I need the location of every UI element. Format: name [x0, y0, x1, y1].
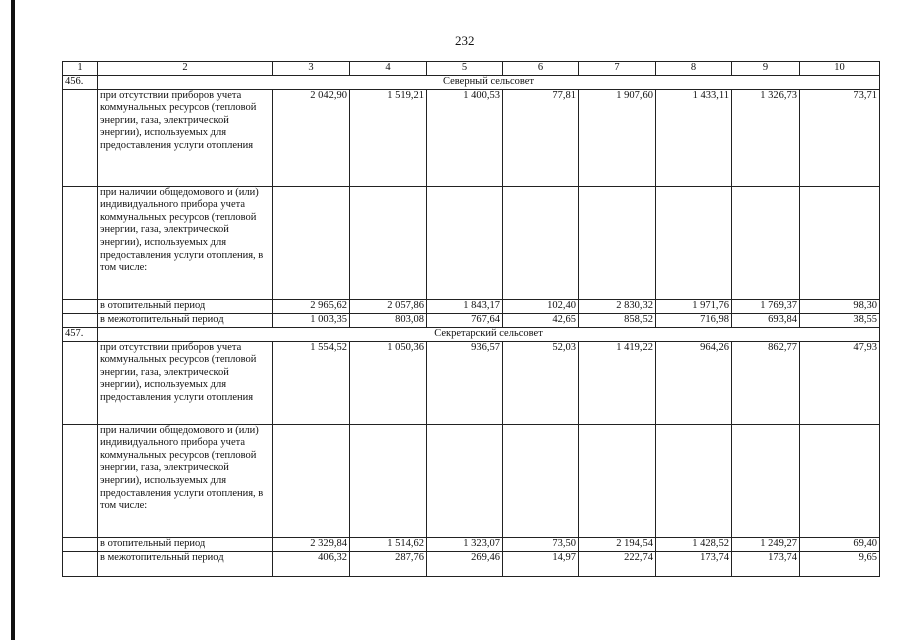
value-cell: [350, 186, 427, 299]
table-row: [63, 424, 880, 537]
value-cell: 1 400,53: [427, 89, 503, 186]
column-number: 3: [273, 62, 350, 76]
row-label: при отсутствии приборов учета коммунальных ресурсов (тепловой энергии, газа, электрической энергии), используемых для предоставления услуги отопления: [98, 89, 273, 186]
table-row: [63, 89, 880, 186]
section-title: Секретарский сельсовет: [98, 327, 880, 341]
value-cell: 73,50: [503, 537, 579, 551]
value-cell: [800, 186, 880, 299]
value-cell: [800, 424, 880, 537]
empty-index-cell: [63, 551, 98, 576]
table-row: [63, 537, 880, 551]
row-label: в межотопительный период: [98, 551, 273, 576]
page-edge-bar: [11, 0, 15, 640]
value-cell: 1 843,17: [427, 299, 503, 313]
column-number: 9: [732, 62, 800, 76]
value-cell: [350, 424, 427, 537]
value-cell: [503, 186, 579, 299]
value-cell: 2 042,90: [273, 89, 350, 186]
empty-index-cell: [63, 313, 98, 327]
value-cell: 222,74: [579, 551, 656, 576]
section-title: Северный сельсовет: [98, 75, 880, 89]
value-cell: 1 769,37: [732, 299, 800, 313]
value-cell: 1 514,62: [350, 537, 427, 551]
column-number: 4: [350, 62, 427, 76]
value-cell: 73,71: [800, 89, 880, 186]
value-cell: [273, 424, 350, 537]
value-cell: 803,08: [350, 313, 427, 327]
value-cell: 173,74: [732, 551, 800, 576]
value-cell: 1 326,73: [732, 89, 800, 186]
value-cell: [579, 186, 656, 299]
row-label: в межотопительный период: [98, 313, 273, 327]
row-label: при отсутствии приборов учета коммунальных ресурсов (тепловой энергии, газа, электрической энергии), используемых для предоставления услуги отопления: [98, 341, 273, 424]
value-cell: 47,93: [800, 341, 880, 424]
value-cell: [732, 186, 800, 299]
value-cell: [656, 424, 732, 537]
value-cell: 862,77: [732, 341, 800, 424]
value-cell: [579, 424, 656, 537]
section-header-row: [63, 75, 880, 89]
column-number: 2: [98, 62, 273, 76]
value-cell: 1 323,07: [427, 537, 503, 551]
value-cell: [427, 424, 503, 537]
value-cell: [427, 186, 503, 299]
section-index: 456.: [63, 75, 98, 89]
value-cell: 1 428,52: [656, 537, 732, 551]
value-cell: 14,97: [503, 551, 579, 576]
tariff-table: [62, 61, 880, 577]
value-cell: 1 050,36: [350, 341, 427, 424]
column-number: 8: [656, 62, 732, 76]
empty-index-cell: [63, 424, 98, 537]
column-number: 5: [427, 62, 503, 76]
value-cell: 1 554,52: [273, 341, 350, 424]
value-cell: 2 965,62: [273, 299, 350, 313]
value-cell: 2 194,54: [579, 537, 656, 551]
value-cell: 1 003,35: [273, 313, 350, 327]
value-cell: 964,26: [656, 341, 732, 424]
row-label: в отопительный период: [98, 299, 273, 313]
table-row: [63, 341, 880, 424]
value-cell: 69,40: [800, 537, 880, 551]
value-cell: 9,65: [800, 551, 880, 576]
row-label: при наличии общедомового и (или) индивидуального прибора учета коммунальных ресурсов (тепловой энергии, газа, электрической энергии), используемых для предоставления услуги отопления, в том числе:: [98, 424, 273, 537]
empty-index-cell: [63, 89, 98, 186]
section-index: 457.: [63, 327, 98, 341]
column-number: 10: [800, 62, 880, 76]
column-number: 7: [579, 62, 656, 76]
value-cell: 858,52: [579, 313, 656, 327]
value-cell: 716,98: [656, 313, 732, 327]
value-cell: 1 519,21: [350, 89, 427, 186]
value-cell: 1 433,11: [656, 89, 732, 186]
table-row: [63, 299, 880, 313]
value-cell: 2 830,32: [579, 299, 656, 313]
section-header-row: [63, 327, 880, 341]
value-cell: 1 249,27: [732, 537, 800, 551]
value-cell: 693,84: [732, 313, 800, 327]
value-cell: 42,65: [503, 313, 579, 327]
value-cell: 1 971,76: [656, 299, 732, 313]
value-cell: 2 057,86: [350, 299, 427, 313]
empty-index-cell: [63, 341, 98, 424]
value-cell: 406,32: [273, 551, 350, 576]
value-cell: 102,40: [503, 299, 579, 313]
column-number: 6: [503, 62, 579, 76]
value-cell: 936,57: [427, 341, 503, 424]
value-cell: 2 329,84: [273, 537, 350, 551]
value-cell: 52,03: [503, 341, 579, 424]
value-cell: [656, 186, 732, 299]
table-row: [63, 186, 880, 299]
value-cell: 767,64: [427, 313, 503, 327]
value-cell: [732, 424, 800, 537]
value-cell: 269,46: [427, 551, 503, 576]
table-row: [63, 313, 880, 327]
value-cell: [503, 424, 579, 537]
empty-index-cell: [63, 299, 98, 313]
value-cell: 287,76: [350, 551, 427, 576]
row-label: при наличии общедомового и (или) индивидуального прибора учета коммунальных ресурсов (тепловой энергии, газа, электрической энергии), используемых для предоставления услуги отопления, в том числе:: [98, 186, 273, 299]
column-number: 1: [63, 62, 98, 76]
value-cell: [273, 186, 350, 299]
value-cell: 1 907,60: [579, 89, 656, 186]
value-cell: 1 419,22: [579, 341, 656, 424]
empty-index-cell: [63, 537, 98, 551]
value-cell: 77,81: [503, 89, 579, 186]
column-number-row: [63, 62, 880, 76]
value-cell: 98,30: [800, 299, 880, 313]
table-row: [63, 551, 880, 576]
value-cell: 38,55: [800, 313, 880, 327]
row-label: в отопительный период: [98, 537, 273, 551]
empty-index-cell: [63, 186, 98, 299]
value-cell: 173,74: [656, 551, 732, 576]
